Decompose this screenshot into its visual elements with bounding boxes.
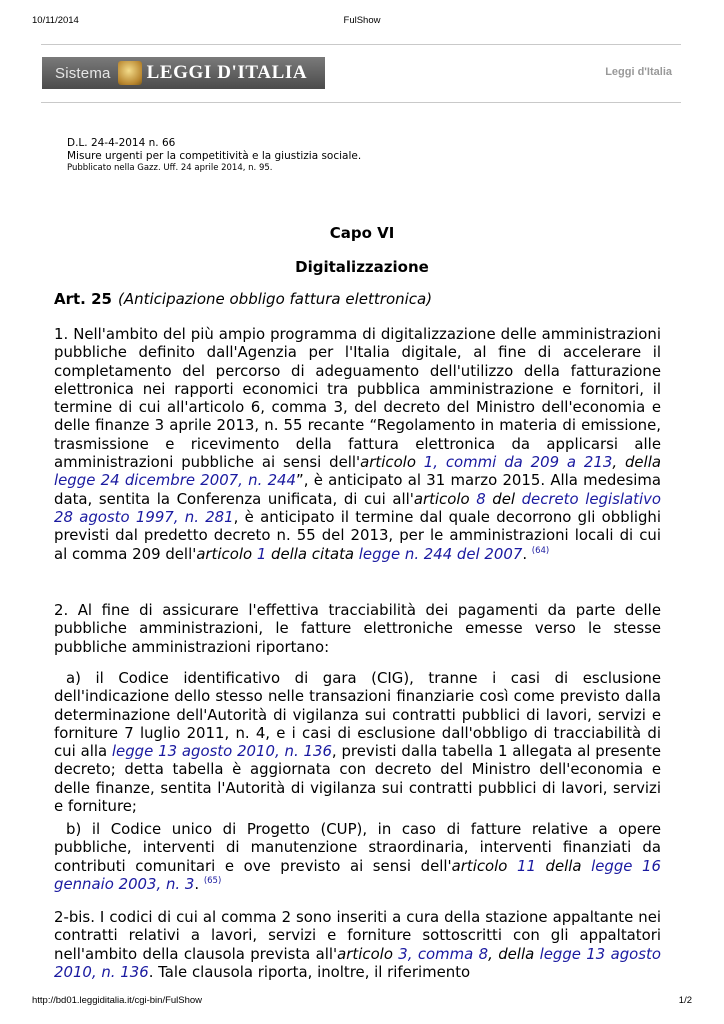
footnote-link[interactable]: (64): [531, 545, 550, 556]
text: 2-bis. I codici di cui al comma 2 sono inseriti a cura della stazione appaltante nei contratti relativi a lavori, servizi e forniture sottoscritti con gli appaltatori nell'ambito della clausola prevista all': [54, 908, 661, 963]
law-link[interactable]: legge 16 gennaio 2003, n. 3: [54, 856, 662, 893]
decree-title: Misure urgenti per la competitività e la giustizia sociale.: [67, 149, 362, 162]
article-title: (Anticipazione obbligo fattura elettronica): [117, 290, 433, 308]
text: 1. Nell'ambito del più ampio programma di digitalizzazione delle amministrazioni pubbliche definito dall'Agenzia per l'Italia digitale, al fine di accelerare il completamento del percorso di adeguamento dell'utilizzo della fatturazione elettronica nei rapporti economici tra pubblica amministrazione e fornitori, il termine di cui all'articolo 6, comma 3, del decreto del Ministro dell'economia e delle finanze 3 aprile 2013, n. 55 recante “Regolamento in materia di emissione, trasmissione e ricevimento della fattura elettronica da applicarsi alle amministrazioni pubbliche ai sensi dell': [54, 325, 661, 472]
article-number: Art. 25: [54, 290, 112, 308]
brand-label: Leggi d'Italia: [605, 66, 672, 78]
text: della citata: [266, 544, 359, 563]
text: .: [194, 874, 204, 893]
logo-sistema: Sistema: [55, 64, 111, 82]
document-meta: [67, 137, 361, 175]
text: . Tale clausola riporta, inoltre, il riferimento: [148, 962, 471, 981]
text: della: [535, 856, 592, 875]
law-link[interactable]: legge n. 244 del 2007: [358, 544, 523, 563]
paragraph-2: 2. Al fine di assicurare l'effettiva tracciabilità dei pagamenti da parte delle pubbliche amministrazioni, le fatture elettroniche emesse verso le stesse pubbliche amministrazioni riportano:: [54, 601, 661, 656]
footnote-link[interactable]: (65): [203, 875, 222, 886]
text: articolo: [360, 453, 424, 472]
text: a) il Codice identificativo di gara (CIG), tranne i casi di esclusione dell'indicazione dello stesso nelle transazioni finanziarie così come previsto dalla determinazione dell'Autorità di vigilanza sui contratti pubblici di lavori, servizi e forniture 7 luglio 2011, n. 4, e i casi di esclusione dall'obbligo di tracciabilità di cui alla: [54, 669, 661, 761]
decree-reference: D.L. 24-4-2014 n. 66: [67, 137, 176, 149]
chapter-heading: Capo VI: [329, 224, 395, 242]
text: , è anticipato il termine dal quale decorrono gli obblighi previsti dal predetto decreto n. 55 del 2013, per le amministrazioni locali di cui al comma 209 dell': [54, 507, 661, 563]
text: articolo: [196, 544, 257, 563]
law-link[interactable]: legge 24 dicembre 2007, n. 244: [54, 471, 297, 490]
site-logo[interactable]: [42, 57, 325, 89]
text: .: [522, 544, 532, 563]
law-link[interactable]: decreto legislativo 28 agosto 1997, n. 281: [54, 489, 662, 526]
text: , previsti dalla tabella 1 allegata al presente decreto; detta tabella è aggiornata con decreto del Ministro dell'economia e delle finanze, sentita l'Autorità di vigilanza sui contratti pubblici di lavori, servizi e forniture;: [54, 742, 661, 816]
section-heading: Digitalizzazione: [295, 258, 429, 276]
law-link[interactable]: 1, commi da 209 a 213: [423, 453, 613, 472]
law-link[interactable]: 8: [476, 489, 486, 508]
logo-name: LEGGI D'ITALIA: [146, 62, 308, 83]
text: articolo: [337, 944, 399, 963]
publication-note: Pubblicato nella Gazz. Uff. 24 aprile 2014, n. 95.: [67, 163, 273, 173]
text: , della: [612, 453, 661, 472]
print-url[interactable]: http://bd01.leggiditalia.it/cgi-bin/FulShow: [32, 995, 203, 1006]
text: , della: [488, 944, 540, 963]
text: ”, è anticipato al 31 marzo 2015. Alla medesima data, sentita la Conferenza unificata, di cui all': [54, 471, 661, 508]
print-title: FulShow: [343, 15, 381, 26]
paragraph-2-bis: [54, 908, 661, 981]
law-link[interactable]: legge 13 agosto 2010, n. 136: [54, 944, 661, 981]
emblem-icon: [118, 61, 142, 85]
paragraph-2b: [54, 820, 661, 893]
site-banner: [41, 44, 681, 103]
page-number: 1/2: [678, 995, 692, 1006]
law-link[interactable]: 11: [516, 856, 536, 875]
law-link[interactable]: legge 13 agosto 2010, n. 136: [111, 742, 332, 761]
text: articolo: [451, 856, 517, 875]
paragraph-2a: [54, 669, 661, 815]
law-link[interactable]: 1: [256, 544, 267, 563]
text: b) il Codice unico di Progetto (CUP), in caso di fatture relative a opere pubbliche, interventi di manutenzione straordinaria, interventi finanziati da contributi comunitari e ove previsto ai sensi dell': [54, 820, 661, 875]
text: del: [485, 489, 522, 508]
paragraph-1: [54, 325, 661, 563]
text: articolo: [413, 489, 477, 508]
article-heading: [54, 290, 432, 308]
print-date: 10/11/2014: [32, 15, 79, 26]
law-link[interactable]: 3, comma 8: [398, 944, 489, 963]
